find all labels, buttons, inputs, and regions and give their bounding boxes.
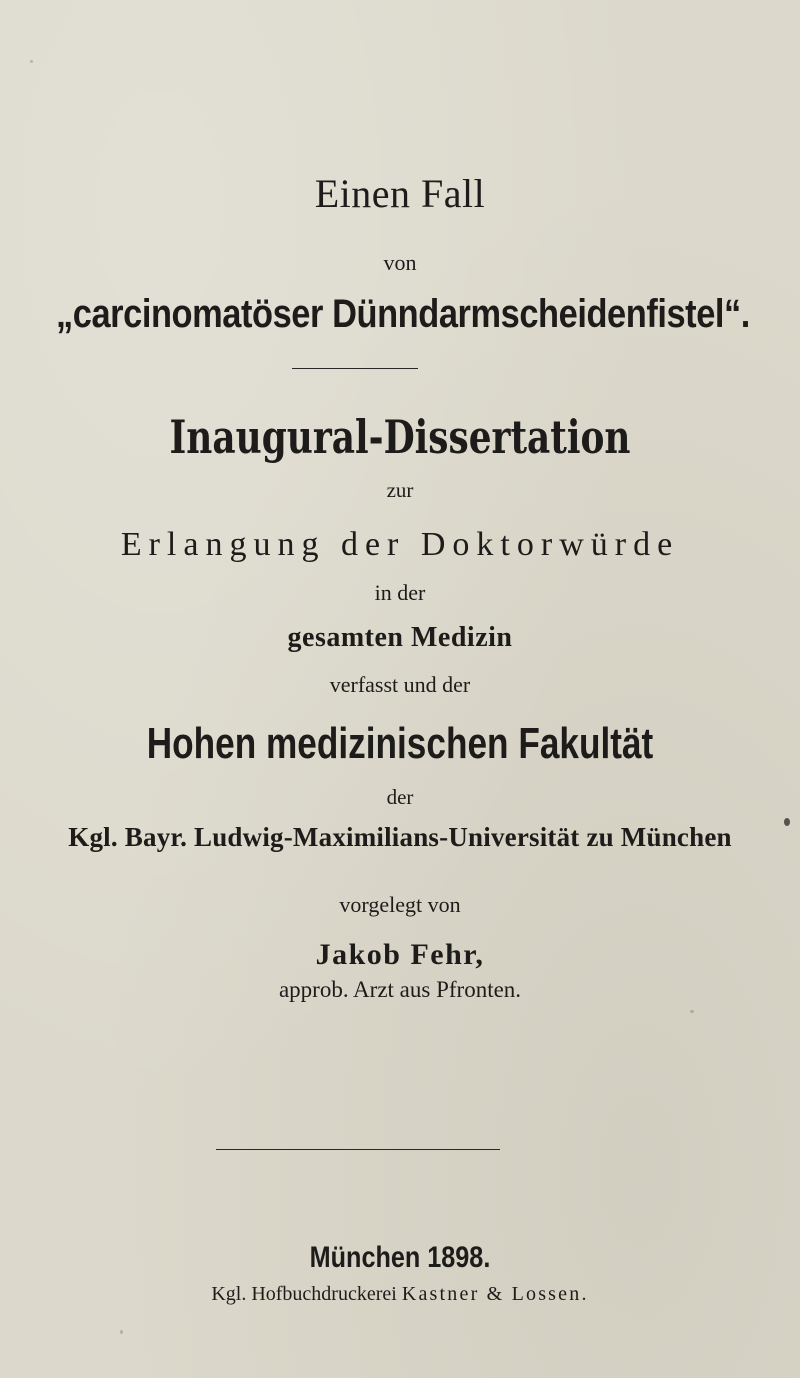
in-der-text: in der	[374, 580, 426, 605]
faculty-name: Hohen medizinischen Fakultät	[146, 719, 654, 768]
university-name: Kgl. Bayr. Ludwig-Maximilians-Universität zu München	[68, 822, 732, 852]
verfasst-text: verfasst und der	[329, 672, 471, 697]
von-text: von	[383, 250, 417, 275]
paper-speck	[120, 1330, 123, 1334]
author-name: Jakob Fehr,	[315, 938, 485, 971]
paper-speck	[30, 60, 33, 63]
dissertation-heading: Inaugural-Dissertation	[169, 410, 631, 464]
paper-speck	[690, 1010, 694, 1013]
divider-bottom	[216, 1149, 500, 1150]
printer-names: Kastner & Lossen.	[401, 1283, 589, 1305]
divider-top	[292, 368, 418, 369]
field-of-study: gesamten Medizin	[287, 622, 513, 653]
zur-text: zur	[386, 478, 414, 502]
paper-blemish	[784, 818, 790, 826]
dissertation-subject: „carcinomatöser Dünndarmscheidenfistel“.	[56, 292, 750, 336]
der-text: der	[386, 785, 414, 809]
printer-line	[0, 1284, 800, 1304]
page-title: Einen Fall	[314, 171, 486, 216]
vorgelegt-text: vorgelegt von	[339, 892, 461, 917]
degree-purpose: Erlangung der Doktorwürde	[120, 526, 680, 563]
printer-prefix: Kgl. Hofbuchdruckerei	[211, 1283, 397, 1305]
author-credential: approb. Arzt aus Pfronten.	[278, 977, 522, 1002]
city-year: München 1898.	[309, 1241, 491, 1274]
